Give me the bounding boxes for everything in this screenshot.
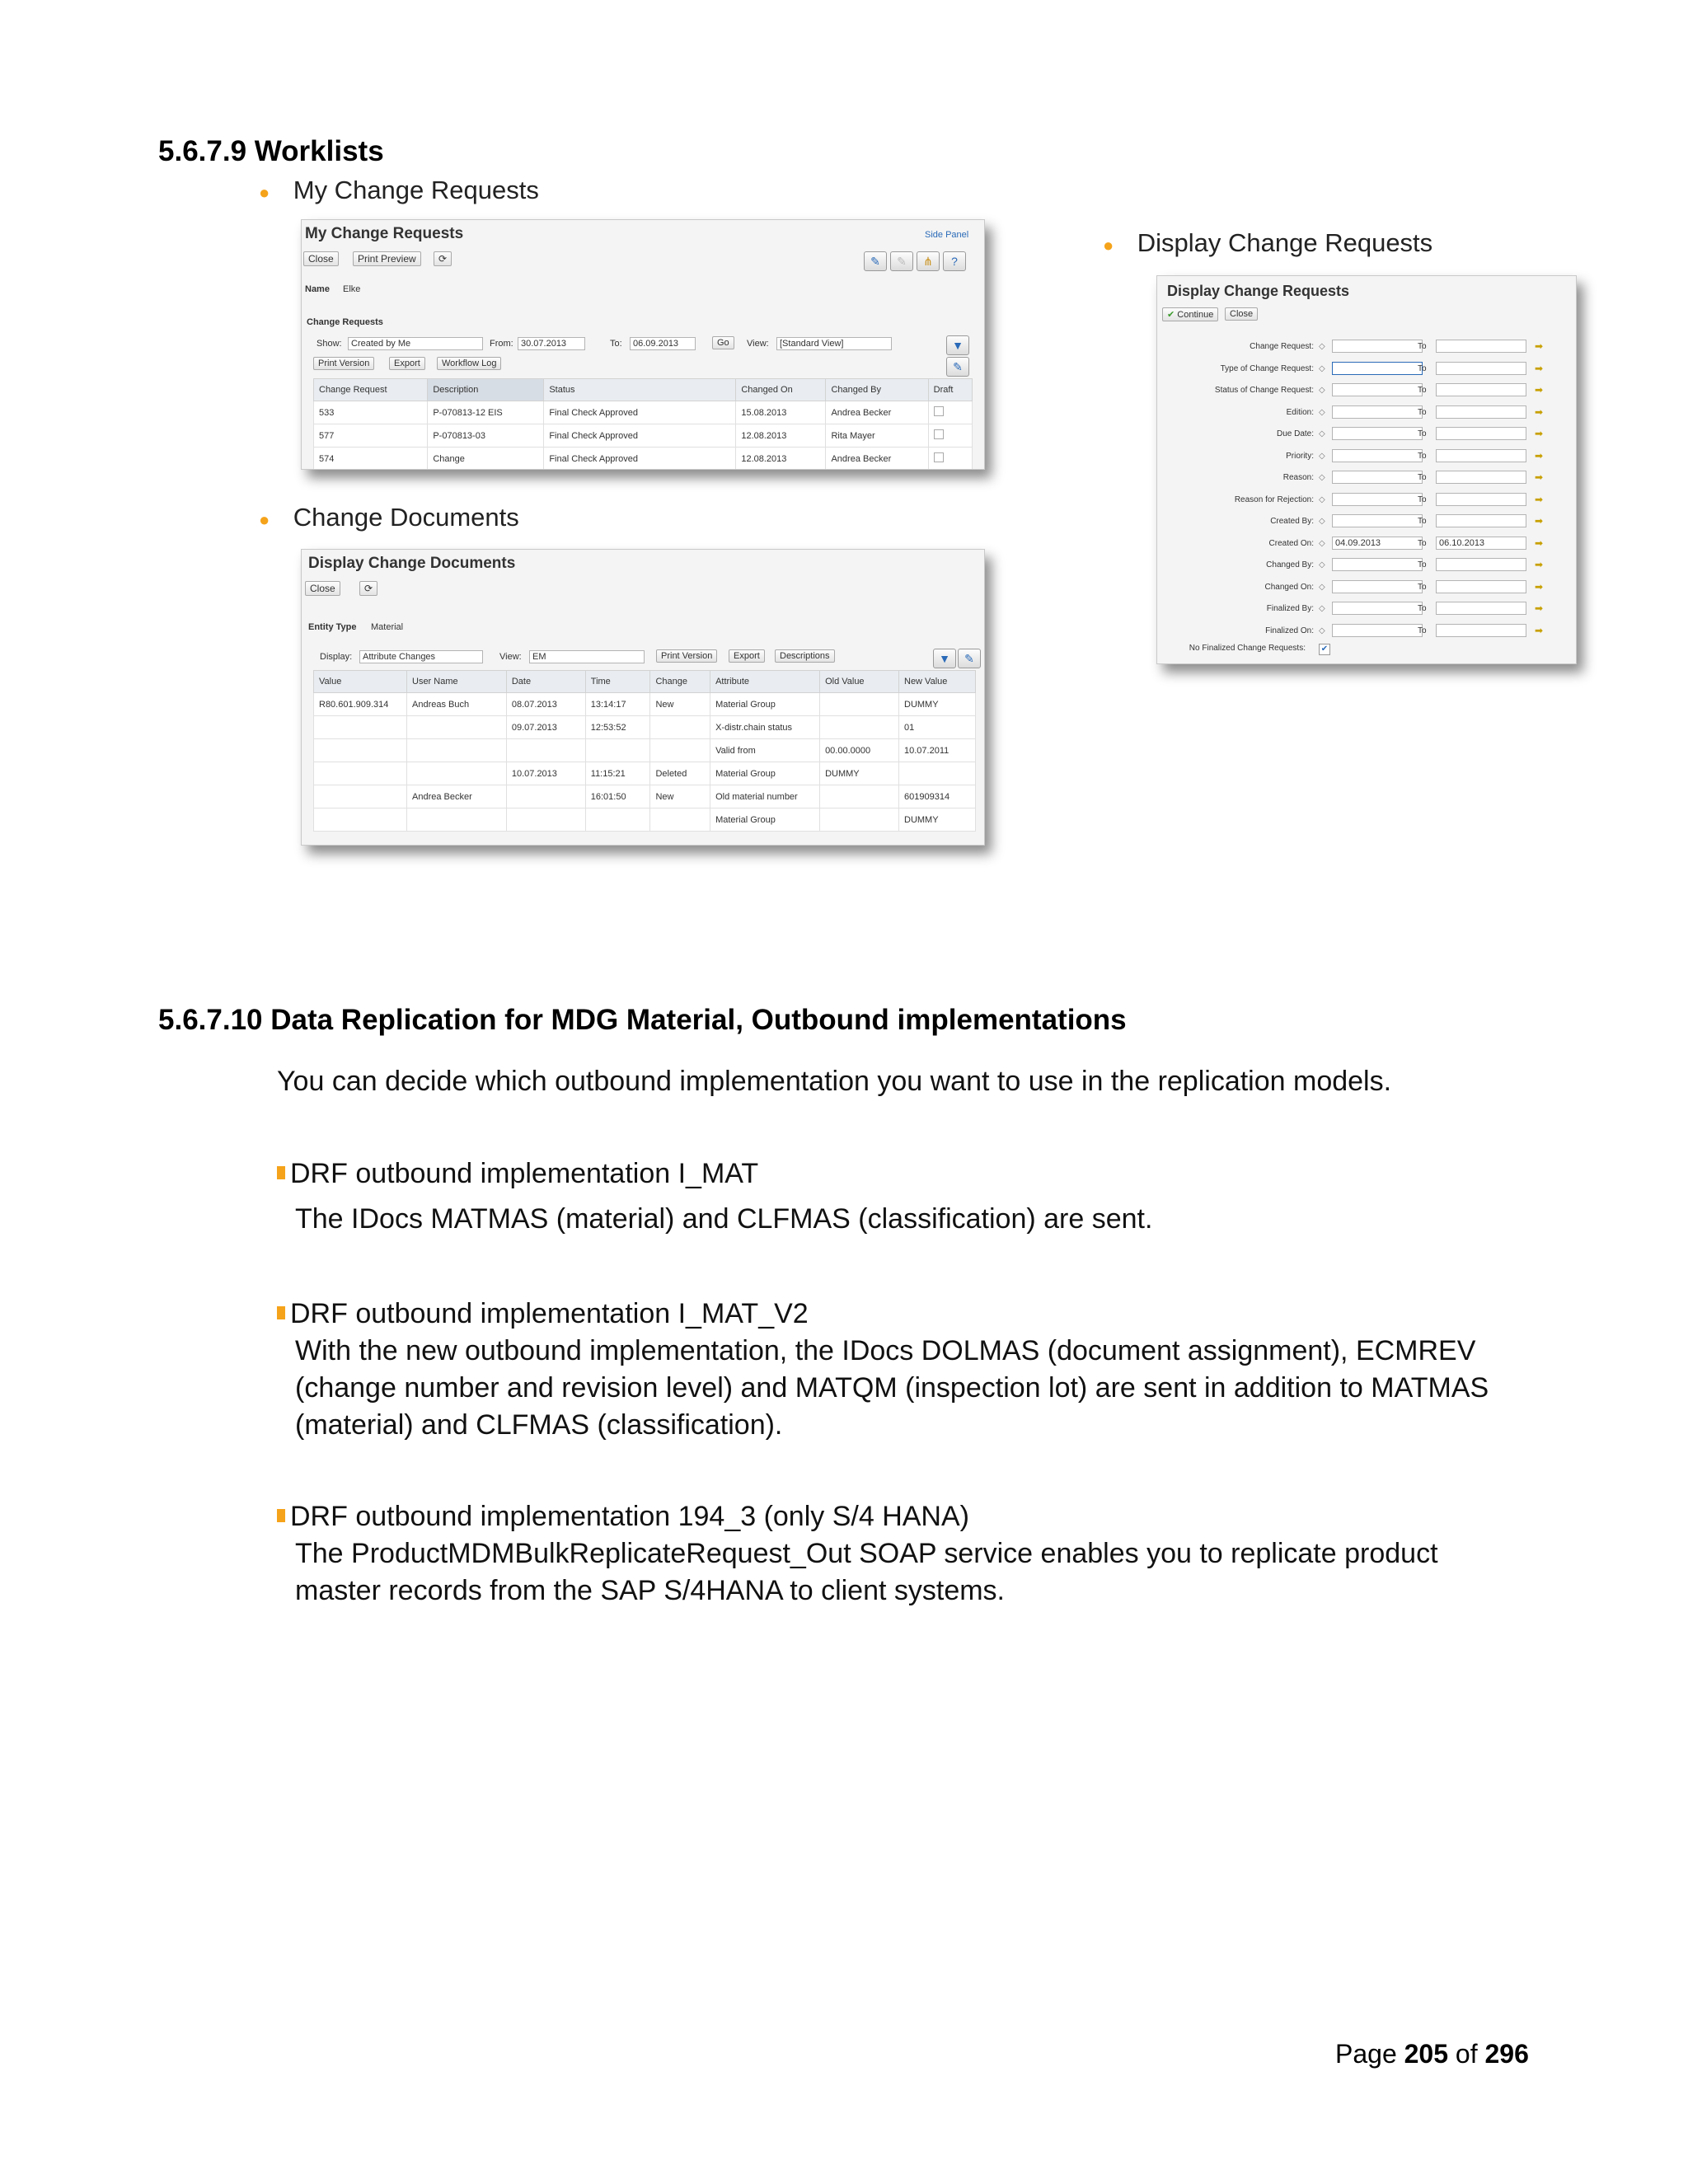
continue-label: Continue [1177,310,1214,320]
option-diamond-icon[interactable]: ◇ [1319,342,1325,351]
date-cell [506,785,585,808]
from-input[interactable] [1332,558,1423,571]
multiple-selection-icon[interactable]: ➡ [1535,559,1544,570]
print-version-button[interactable]: Print Version [313,357,374,370]
multiple-selection-icon[interactable]: ➡ [1535,515,1544,527]
from-input[interactable] [1332,493,1423,506]
to-label: To [1418,364,1427,373]
option-diamond-icon[interactable]: ◇ [1319,429,1325,438]
to-label: To [1418,473,1427,482]
to-input[interactable] [1436,405,1526,419]
change-cell [650,716,710,739]
item-title: DRF outbound implementation I_MAT_V2 [290,1298,809,1329]
table-row[interactable] [314,785,976,808]
old-value-cell: 00.00.0000 [820,739,899,762]
date-cell [506,739,585,762]
item-title: DRF outbound implementation I_MAT [290,1158,759,1189]
multiple-selection-icon[interactable]: ➡ [1535,363,1544,374]
changed-by-link[interactable]: Rita Mayer [826,424,928,448]
window-title: Display Change Requests [1167,283,1350,299]
column-header[interactable]: Draft [928,379,972,401]
to-input[interactable] [1436,558,1526,571]
column-header[interactable]: New Value [899,671,976,693]
column-header[interactable]: Status [544,379,736,401]
view-label: View: [499,652,522,662]
show-select[interactable]: Created by Me [348,337,483,350]
change-requests-table [313,378,973,470]
bullet-dot-icon: ● [259,182,270,203]
column-header[interactable]: Old Value [820,671,899,693]
display-select[interactable]: Attribute Changes [359,650,483,663]
criteria-label: Changed On: [1264,583,1314,592]
from-input[interactable] [1332,427,1423,440]
item-text: The ProductMDMBulkReplicateRequest_Out SOAP service enables you to replicate product [295,1538,1438,1569]
table-header-row [314,379,973,401]
filter-icon[interactable]: ▼ [946,335,969,355]
criteria-label: Status of Change Request: [1214,386,1314,395]
option-diamond-icon[interactable]: ◇ [1319,386,1325,395]
window-title: My Change Requests [305,225,464,242]
checkmark-icon: ✔ [1167,310,1175,320]
description-cell: P-070813-12 EIS [428,401,544,424]
to-label: To [1418,386,1427,395]
criteria-label: Changed By: [1266,560,1314,569]
new-value-cell: 01 [899,716,976,739]
to-input[interactable] [1436,362,1526,375]
from-input[interactable] [1332,362,1423,375]
to-input[interactable] [1436,471,1526,484]
option-diamond-icon[interactable]: ◇ [1319,604,1325,613]
criteria-label: Priority: [1286,452,1314,461]
column-header[interactable]: Attribute [710,671,820,693]
old-value-cell [820,785,899,808]
table-row[interactable] [314,448,973,471]
criteria-label: Finalized On: [1265,626,1314,635]
wrench-icon[interactable]: ✎ [958,649,981,668]
change-cell [650,739,710,762]
attribute-cell: Old material number [710,785,820,808]
multiple-selection-icon[interactable]: ➡ [1535,602,1544,614]
from-input[interactable] [1332,580,1423,593]
hierarchy-icon[interactable]: ⋔ [917,251,940,271]
criteria-label: Type of Change Request: [1220,364,1314,373]
bullet-change-documents [259,503,519,532]
to-label: To [1418,560,1427,569]
multiple-selection-icon[interactable]: ➡ [1535,471,1544,483]
table-header-row [314,671,976,693]
current-page: 205 [1404,2039,1449,2069]
item-text: The IDocs MATMAS (material) and CLFMAS (classification) are sent. [295,1203,1153,1235]
time-cell [585,808,650,832]
refresh-button[interactable]: ⟳ [359,581,377,596]
my-change-requests-window [301,219,985,470]
to-input[interactable] [1436,427,1526,440]
status-cell: Final Check Approved [544,424,736,448]
settings-wrench-icon[interactable]: ✎ [946,357,969,377]
page-of: of [1455,2039,1478,2069]
display-change-requests-window [1156,275,1577,664]
change-cell: New [650,785,710,808]
to-input[interactable] [1436,514,1526,527]
to-input[interactable] [1436,624,1526,637]
multiple-selection-icon[interactable]: ➡ [1535,428,1544,439]
user-name-link[interactable]: Andrea Becker [407,785,507,808]
item-text: master records from the SAP S/4HANA to client systems. [295,1575,1006,1606]
old-value-cell [820,716,899,739]
bullet-label: Display Change Requests [1137,228,1433,257]
change-cell: New [650,693,710,716]
status-cell: Final Check Approved [544,448,736,471]
change-requests-group-title: Change Requests [307,317,383,327]
column-header[interactable]: Changed By [826,379,928,401]
date-cell: 09.07.2013 [506,716,585,739]
new-value-cell [899,762,976,785]
bullet-label: Change Documents [293,503,519,532]
option-diamond-icon[interactable]: ◇ [1319,626,1325,635]
date-cell: 10.07.2013 [506,762,585,785]
from-input[interactable] [1332,602,1423,615]
continue-button[interactable] [1162,307,1218,321]
view-select[interactable]: EM [529,650,645,663]
attribute-cell: X-distr.chain status [710,716,820,739]
from-input[interactable]: 04.09.2013 [1332,537,1423,550]
table-row[interactable] [314,693,976,716]
column-header[interactable]: User Name [407,671,507,693]
value-link[interactable] [314,785,407,808]
draft-cell [928,448,972,471]
criteria-label: Due Date: [1276,429,1314,438]
name-value: Elke [343,284,361,294]
bullet-square-icon [277,1509,285,1522]
export-button[interactable]: Export [729,649,765,663]
name-label: Name [305,284,330,294]
time-cell: 12:53:52 [585,716,650,739]
descriptions-button[interactable]: Descriptions [775,649,835,663]
entity-type-value: Material [371,622,404,632]
no-finalized-label: No Finalized Change Requests: [1189,644,1306,653]
page-number [1335,2039,1529,2069]
option-diamond-icon[interactable]: ◇ [1319,473,1325,482]
to-label: To [1418,495,1427,504]
attribute-cell: Material Group [710,693,820,716]
table-row[interactable] [314,762,976,785]
multiple-selection-icon[interactable]: ➡ [1535,625,1544,636]
column-header[interactable]: Time [585,671,650,693]
to-input[interactable] [1436,602,1526,615]
attribute-cell: Material Group [710,762,820,785]
to-input[interactable] [1436,580,1526,593]
from-input[interactable] [1332,449,1423,462]
option-diamond-icon[interactable]: ◇ [1319,364,1325,373]
to-input[interactable] [1436,493,1526,506]
to-label: To: [610,339,622,349]
old-value-cell: DUMMY [820,762,899,785]
view-select[interactable]: [Standard View] [776,337,892,350]
date-cell: 08.07.2013 [506,693,585,716]
item-text: (change number and revision level) and MATQM (inspection lot) are sent in addition to MATMAS [295,1372,1489,1404]
status-cell: Final Check Approved [544,401,736,424]
option-diamond-icon[interactable]: ◇ [1319,495,1325,504]
draft-checkbox[interactable] [934,406,944,416]
bullet-square-icon [277,1166,285,1179]
draft-checkbox[interactable] [934,429,944,439]
list-item [277,1498,1438,1610]
criteria-label: Finalized By: [1266,604,1314,613]
new-value-cell: 601909314 [899,785,976,808]
user-name-link[interactable] [407,739,507,762]
draft-cell [928,424,972,448]
view-label: View: [747,339,769,349]
criteria-label: Created On: [1268,539,1314,548]
list-item [277,1155,1152,1238]
time-cell: 11:15:21 [585,762,650,785]
from-input[interactable] [1332,340,1423,353]
to-date-input[interactable]: 06.09.2013 [630,337,696,350]
filter-icon[interactable]: ▼ [933,649,956,668]
new-value-cell: 10.07.2011 [899,739,976,762]
to-label: To [1418,583,1427,592]
export-button[interactable]: Export [389,357,425,370]
multiple-selection-icon[interactable]: ➡ [1535,581,1544,593]
value-link[interactable] [314,808,407,832]
to-input[interactable] [1436,449,1526,462]
multiple-selection-icon[interactable]: ➡ [1535,450,1544,462]
table-row[interactable] [314,716,976,739]
from-input[interactable] [1332,514,1423,527]
change-request-link[interactable]: 577 [314,424,428,448]
close-button[interactable]: Close [305,581,340,596]
change-request-link[interactable]: 533 [314,401,428,424]
to-label: To [1418,408,1427,417]
change-documents-table [313,670,976,832]
multiple-selection-icon[interactable]: ➡ [1535,537,1544,549]
change-request-link[interactable]: 574 [314,448,428,471]
list-item [277,1296,1489,1444]
column-header[interactable]: Value [314,671,407,693]
display-label: Display: [320,652,353,662]
value-link[interactable]: R80.601.909.314 [314,693,407,716]
to-label: To [1418,452,1427,461]
option-diamond-icon[interactable]: ◇ [1319,560,1325,569]
go-button[interactable]: Go [712,336,734,349]
bullet-label: My Change Requests [293,176,539,204]
change-cell [650,808,710,832]
refresh-button[interactable]: ⟳ [434,251,452,266]
workflow-log-button[interactable]: Workflow Log [437,357,501,370]
changed-on-cell: 12.08.2013 [736,448,826,471]
changed-by-link[interactable]: Andrea Becker [826,448,928,471]
criteria-label: Created By: [1270,517,1314,526]
from-input[interactable] [1332,383,1423,396]
bullet-dot-icon: ● [259,509,270,530]
print-version-button[interactable]: Print Version [656,649,717,663]
to-label: To [1418,604,1427,613]
section-heading-replication: 5.6.7.10 Data Replication for MDG Material, Outbound implementations [158,1004,1127,1036]
to-input[interactable] [1436,340,1526,353]
help-icon[interactable]: ? [943,251,966,271]
total-pages: 296 [1484,2039,1529,2069]
to-label: To [1418,429,1427,438]
from-input[interactable] [1332,624,1423,637]
to-input[interactable] [1436,383,1526,396]
option-diamond-icon[interactable]: ◇ [1319,452,1325,461]
from-input[interactable] [1332,405,1423,419]
option-diamond-icon[interactable]: ◇ [1319,517,1325,526]
option-diamond-icon[interactable]: ◇ [1319,408,1325,417]
value-link[interactable] [314,716,407,739]
item-title: DRF outbound implementation 194_3 (only S/4 HANA) [290,1501,969,1532]
attribute-cell: Valid from [710,739,820,762]
to-label: To [1418,626,1427,635]
user-name-link[interactable] [407,716,507,739]
section-heading-worklists: 5.6.7.9 Worklists [158,135,384,167]
criteria-label: Change Request: [1250,342,1314,351]
table-row[interactable] [314,808,976,832]
display-change-documents-window [301,549,985,846]
option-diamond-icon[interactable]: ◇ [1319,539,1325,548]
old-value-cell [820,808,899,832]
criteria-label: Reason for Rejection: [1234,495,1314,504]
from-input[interactable] [1332,471,1423,484]
table-row[interactable] [314,401,973,424]
column-header[interactable]: Changed On [736,379,826,401]
column-header[interactable]: Description [428,379,544,401]
wrench-icon[interactable]: ✎ [864,251,887,271]
item-text: With the new outbound implementation, the IDocs DOLMAS (document assignment), ECMREV [295,1335,1476,1366]
changed-by-link[interactable]: Andrea Becker [826,401,928,424]
attribute-cell: Material Group [710,808,820,832]
value-link[interactable] [314,739,407,762]
from-date-input[interactable]: 30.07.2013 [518,337,585,350]
edit-icon[interactable]: ✎ [890,251,913,271]
side-panel-link[interactable]: Side Panel [925,230,969,240]
column-header[interactable]: Change [650,671,710,693]
page-prefix: Page [1335,2039,1397,2069]
new-value-cell: DUMMY [899,693,976,716]
draft-checkbox[interactable] [934,452,944,462]
to-label: To [1418,517,1427,526]
print-preview-button[interactable]: Print Preview [353,251,421,266]
criteria-label: Reason: [1282,473,1314,482]
user-name-link[interactable] [407,762,507,785]
date-cell [506,808,585,832]
bullet-dot-icon: ● [1103,235,1114,255]
bullet-my-change-requests [259,176,539,205]
change-cell: Deleted [650,762,710,785]
intro-paragraph: You can decide which outbound implementation you want to use in the replication models. [277,1066,1392,1097]
close-button[interactable]: Close [303,251,339,266]
to-label: To [1418,342,1427,351]
changed-on-cell: 12.08.2013 [736,424,826,448]
time-cell: 13:14:17 [585,693,650,716]
multiple-selection-icon[interactable]: ➡ [1535,406,1544,418]
no-finalized-checkbox[interactable]: ✔ [1319,644,1330,655]
column-header[interactable]: Change Request [314,379,428,401]
value-link[interactable] [314,762,407,785]
option-diamond-icon[interactable]: ◇ [1319,583,1325,592]
old-value-cell [820,693,899,716]
to-label: To [1418,539,1427,548]
draft-cell [928,401,972,424]
item-text: (material) and CLFMAS (classification). [295,1409,783,1441]
multiple-selection-icon[interactable]: ➡ [1535,384,1544,396]
entity-type-label: Entity Type [308,622,357,632]
multiple-selection-icon[interactable]: ➡ [1535,340,1544,352]
close-button[interactable]: Close [1225,307,1258,321]
changed-on-cell: 15.08.2013 [736,401,826,424]
table-row[interactable] [314,424,973,448]
to-input[interactable]: 06.10.2013 [1436,537,1526,550]
user-name-link[interactable]: Andreas Buch [407,693,507,716]
description-cell: Change [428,448,544,471]
bullet-square-icon [277,1306,285,1319]
from-label: From: [490,339,513,349]
show-label: Show: [316,339,342,349]
user-name-link[interactable] [407,808,507,832]
new-value-cell: DUMMY [899,808,976,832]
criteria-label: Edition: [1286,408,1314,417]
table-row[interactable] [314,739,976,762]
multiple-selection-icon[interactable]: ➡ [1535,494,1544,505]
window-title: Display Change Documents [308,555,516,572]
time-cell [585,739,650,762]
description-cell: P-070813-03 [428,424,544,448]
column-header[interactable]: Date [506,671,585,693]
time-cell: 16:01:50 [585,785,650,808]
bullet-display-change-requests [1103,228,1432,258]
